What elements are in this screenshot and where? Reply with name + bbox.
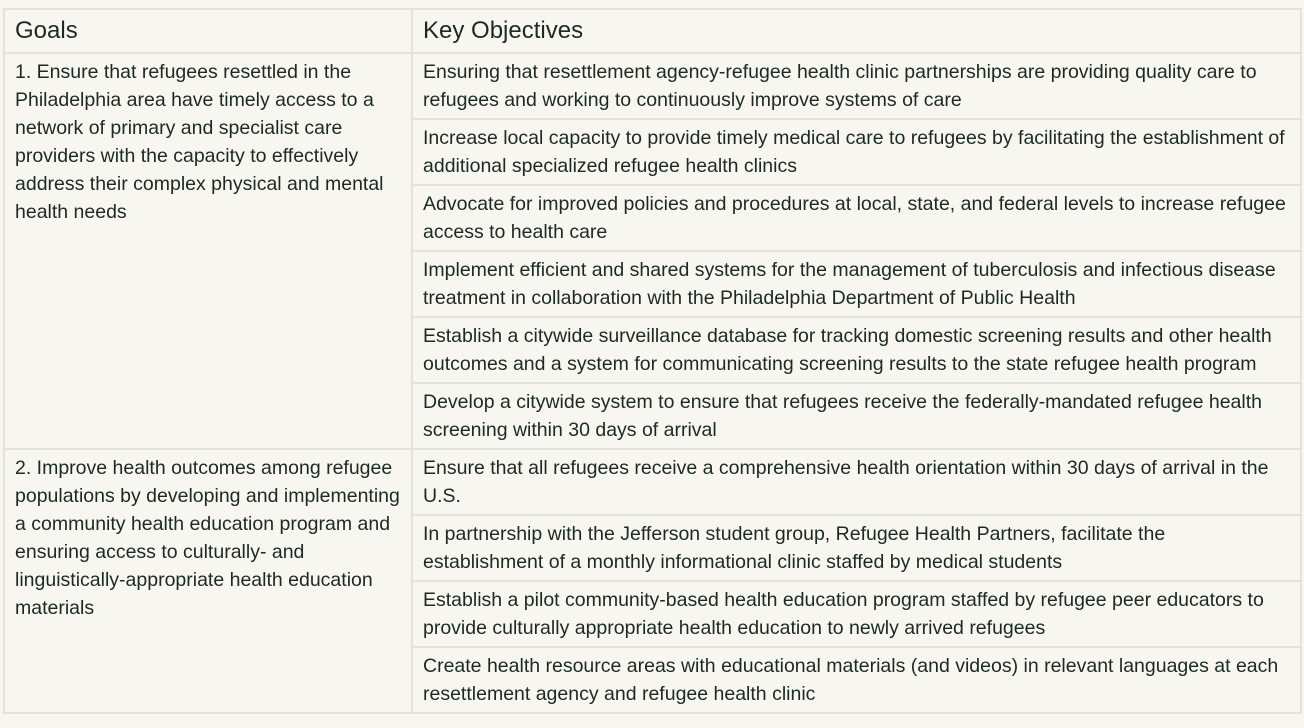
objective-cell: Ensure that all refugees receive a comprehensive health orientation within 30 days of arrival in the U.S. xyxy=(412,449,1301,515)
objective-cell: Implement efficient and shared systems for the management of tuberculosis and infectious disease treatment in collaboration with the Philadelphia Department of Public Health xyxy=(412,251,1301,317)
table-row xyxy=(4,449,1301,515)
goal-cell: 2. Improve health outcomes among refugee populations by developing and implementing a community health education program and ensuring access to culturally- and linguistically-appropriate health education materials xyxy=(4,449,412,713)
table-row xyxy=(4,53,1301,119)
goal-cell: 1. Ensure that refugees resettled in the Philadelphia area have timely access to a network of primary and specialist care providers with the capacity to effectively address their complex physical and mental health needs xyxy=(4,53,412,449)
objective-cell: Establish a citywide surveillance database for tracking domestic screening results and other health outcomes and a system for communicating screening results to the state refugee health program xyxy=(412,317,1301,383)
header-goals: Goals xyxy=(4,9,412,53)
objective-cell: Develop a citywide system to ensure that refugees receive the federally-mandated refugee health screening within 30 days of arrival xyxy=(412,383,1301,449)
objective-cell: Create health resource areas with educational materials (and videos) in relevant languages at each resettlement agency and refugee health clinic xyxy=(412,647,1301,713)
objective-cell: Ensuring that resettlement agency-refugee health clinic partnerships are providing quality care to refugees and working to continuously improve systems of care xyxy=(412,53,1301,119)
objective-cell: Establish a pilot community-based health education program staffed by refugee peer educators to provide culturally appropriate health education to newly arrived refugees xyxy=(412,581,1301,647)
objective-cell: In partnership with the Jefferson student group, Refugee Health Partners, facilitate the establishment of a monthly informational clinic staffed by medical students xyxy=(412,515,1301,581)
goals-objectives-table xyxy=(3,8,1302,714)
header-key-objectives: Key Objectives xyxy=(412,9,1301,53)
objective-cell: Increase local capacity to provide timely medical care to refugees by facilitating the establishment of additional specialized refugee health clinics xyxy=(412,119,1301,185)
objective-cell: Advocate for improved policies and procedures at local, state, and federal levels to increase refugee access to health care xyxy=(412,185,1301,251)
header-row xyxy=(4,9,1301,53)
